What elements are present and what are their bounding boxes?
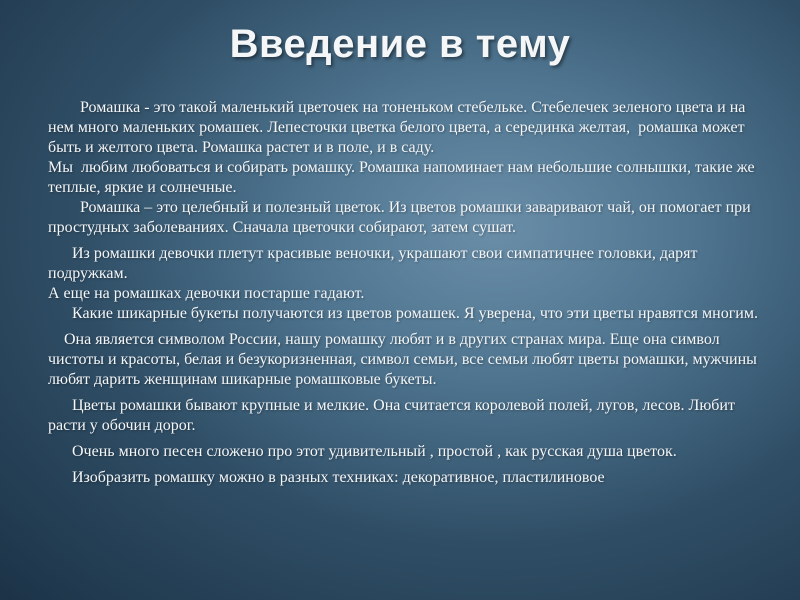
paragraph-1: Ромашка - это такой маленький цветочек на тоненьком стебельке. Стебелечек зеленого цвета и на нем много маленьких ромашек. Лепесточки цветка белого цвета, а серединка желтая, ромашка может быть и желтого цвета. Ромашка растет и в поле, и в саду. — [48, 99, 750, 156]
paragraph-5: А еще на ромашках девочки постарше гадают. — [48, 285, 365, 302]
slide-body — [48, 98, 763, 488]
paragraph-6: Какие шикарные букеты получаются из цветов ромашек. Я уверена, что эти цветы нравятся многим. — [48, 305, 758, 322]
paragraph-10: Изобразить ромашку можно в разных техниках: декоративное, пластилиновое — [48, 469, 605, 486]
paragraph-8: Цветы ромашки бывают крупные и мелкие. Она считается королевой полей, лугов, лесов. Любит расти у обочин дорог. — [48, 397, 739, 434]
paragraph-9: Очень много песен сложено про этот удивительный , простой , как русская душа цветок. — [48, 443, 677, 460]
paragraph-3: Ромашка – это целебный и полезный цветок. Из цветов ромашки заваривают чай, он помогает при простудных заболеваниях. Сначала цветочки собирают, затем сушат. — [48, 199, 755, 236]
paragraph-2: Мы любим любоваться и собирать ромашку. Ромашка напоминает нам небольшие солнышки, такие же теплые, яркие и солнечные. — [48, 159, 759, 196]
paragraph-4: Из ромашки девочки плетут красивые веночки, украшают свои симпатичнее головки, дарят подружкам. — [48, 245, 702, 282]
slide-title: Введение в тему — [229, 22, 571, 66]
paragraph-7: Она является символом России, нашу ромашку любят и в других странах мира. Еще она символ чистоты и красоты, белая и безукоризненная, символ семьи, все семьи любят цветы ромашки, мужчины любят дарить женщинам шикарные ромашковые букеты. — [48, 331, 761, 388]
